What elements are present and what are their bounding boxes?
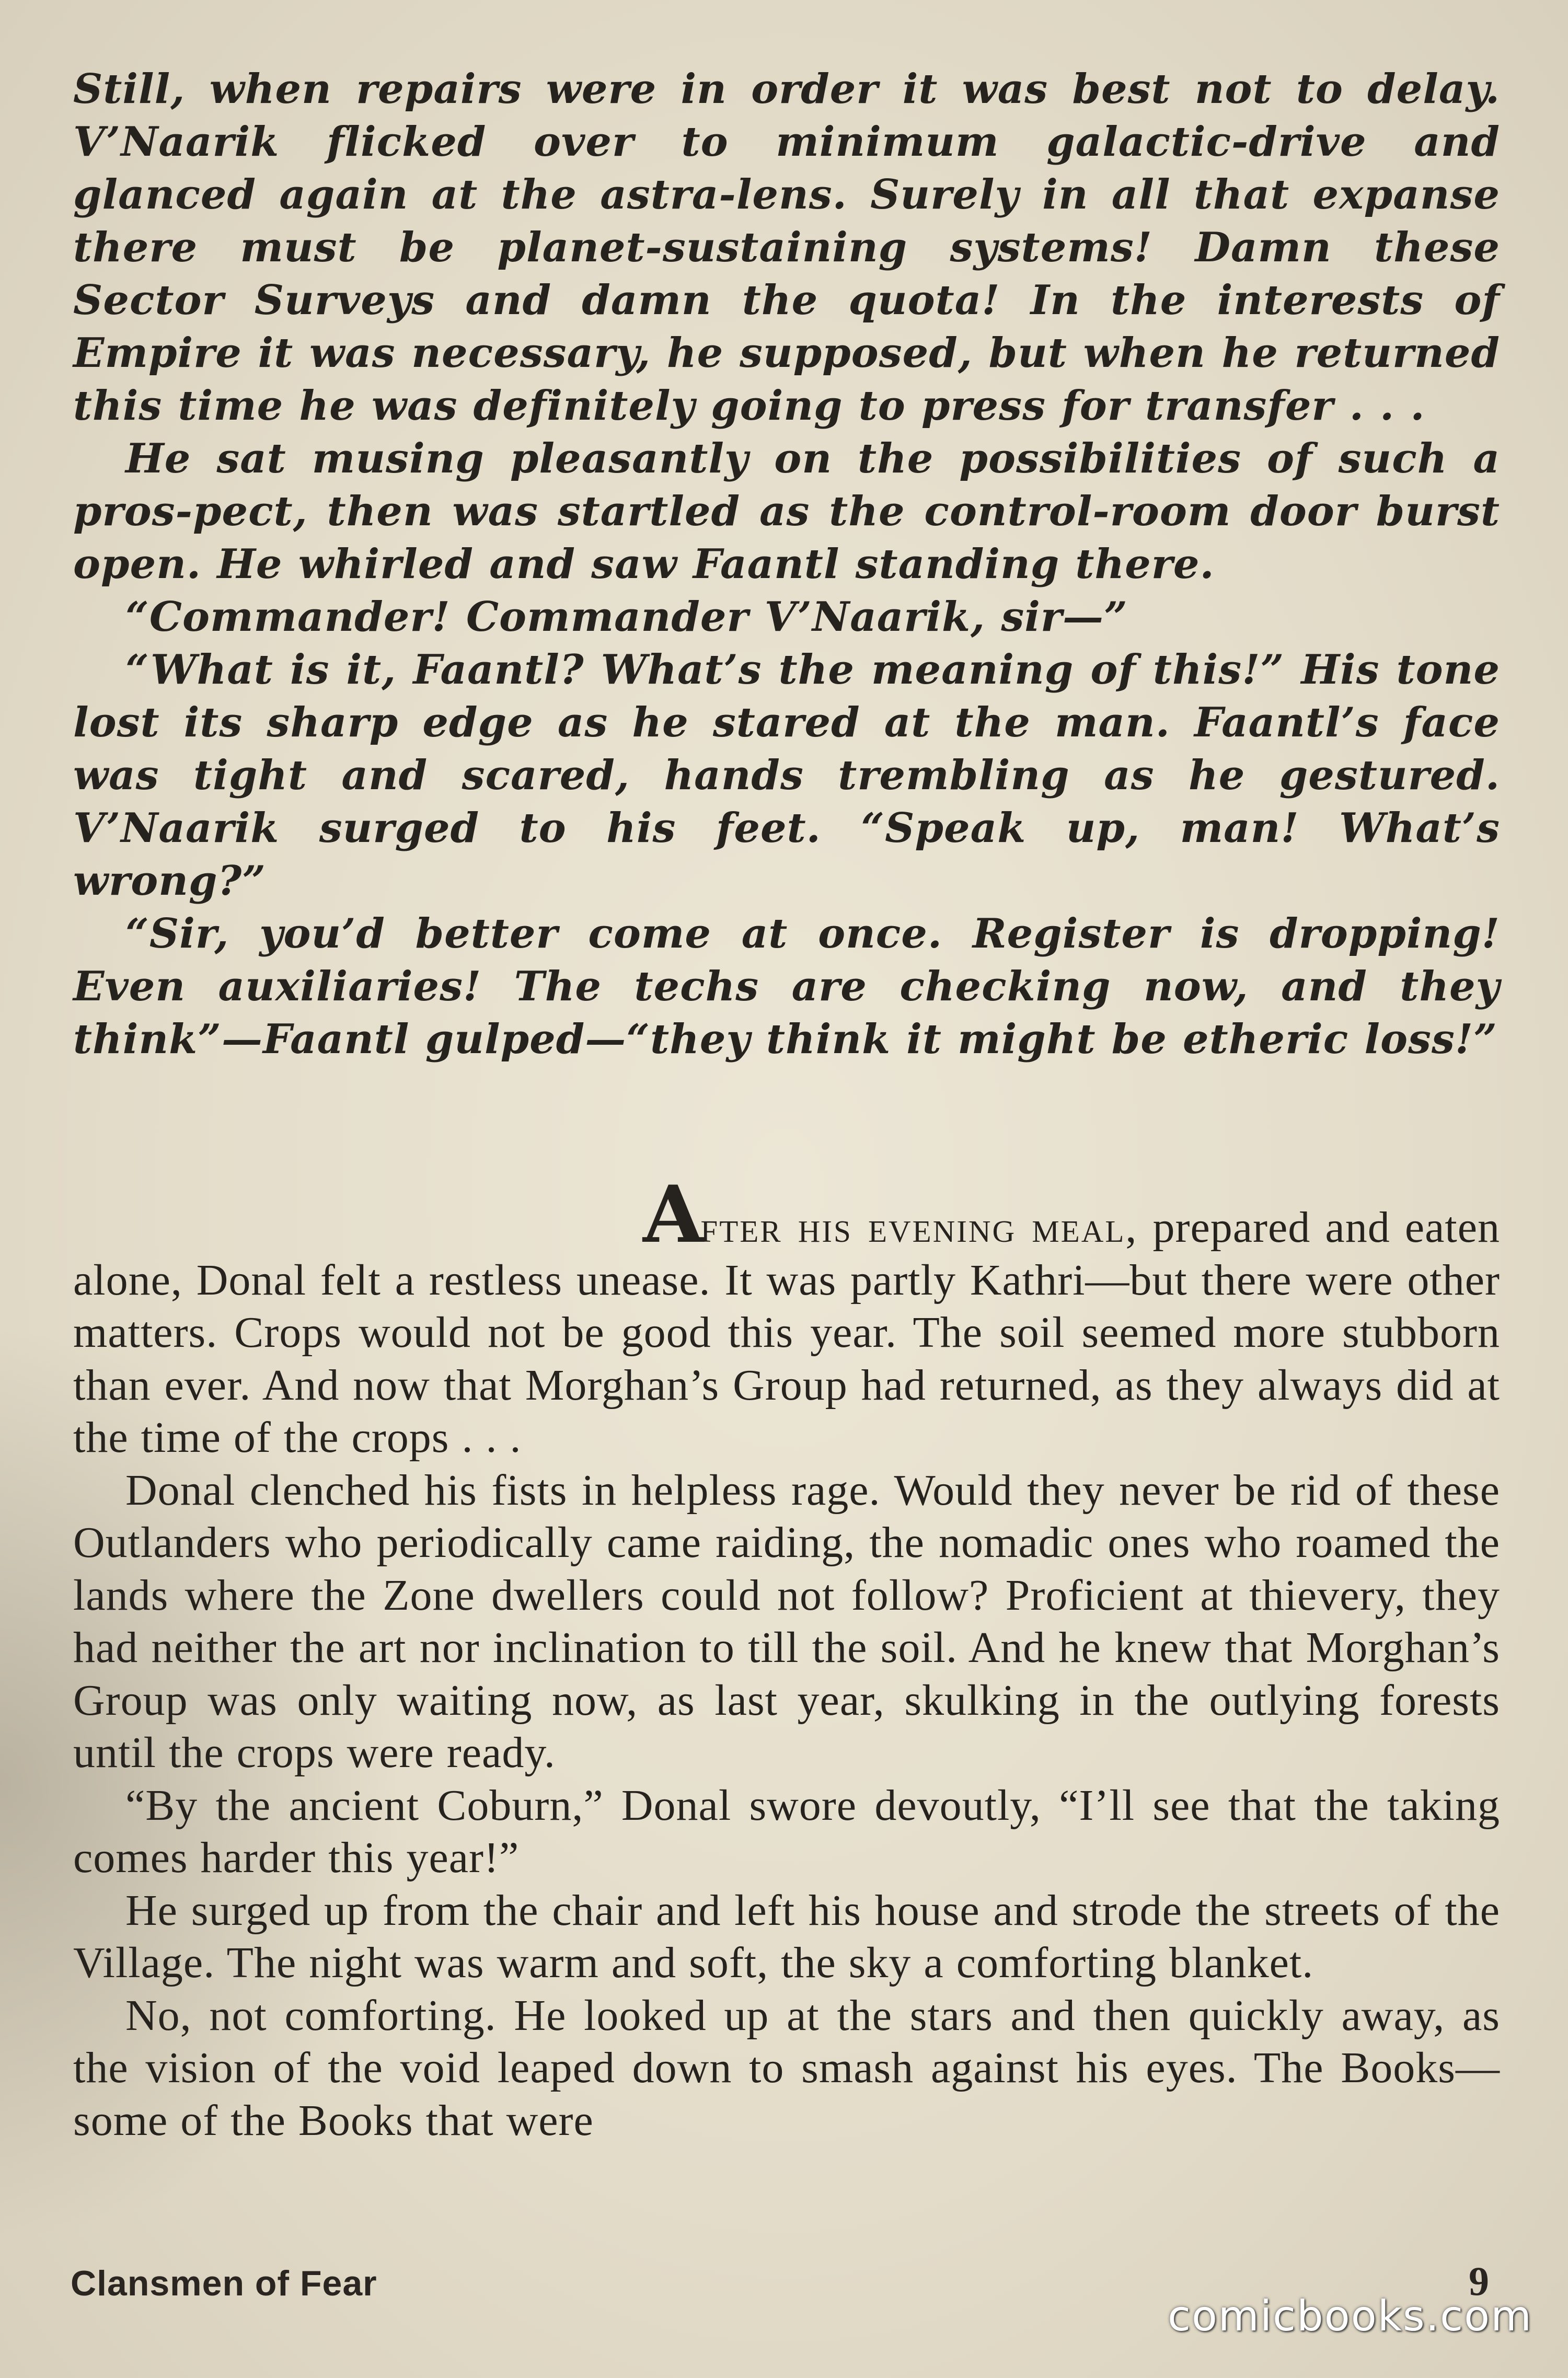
opening-paragraph (73, 1169, 1500, 1464)
drop-cap: A (643, 1169, 701, 1261)
opening-smallcaps: fter his evening meal, (700, 1203, 1138, 1252)
paragraph: Donal clenched his fists in helpless rage. Would they never be rid of these Outlanders who periodically came raiding, the nomadic ones who roamed the lands where the Zone dwellers could not follow? Proficient at thievery, they had neither the art nor inclination to till the soil. And he knew that Morghan’s Group was only waiting now, as last year, skulking in the outlying forests until the crops were ready. (73, 1465, 1500, 1777)
running-footer-title: Clansmen of Fear (71, 2264, 377, 2303)
paragraph: He sat musing pleasantly on the possibilities of such a pros-pect, then was startled as the control-room door burst open. He whirled and saw Faantl standing there. (73, 435, 1500, 588)
paragraph: “What is it, Faantl? What’s the meaning of this!” His tone lost its sharp edge as he stared at the man. Faantl’s face was tight and scared, hands trembling as he gestured. V’Naarik surged to his feet. “Speak up, man! What’s wrong?” (73, 646, 1500, 905)
watermark-text: comicbooks.com (1167, 2292, 1532, 2340)
paragraph: He surged up from the chair and left his house and strode the streets of the Village. The night was warm and soft, the sky a comforting blanket. (73, 1886, 1500, 1987)
paragraph: No, not comforting. He looked up at the stars and then quickly away, as the vision of the void leaped down to smash against his eyes. The Books—some of the Books that were (73, 1991, 1500, 2145)
paragraph: “Sir, you’d better come at once. Register is dropping! Even auxiliaries! The techs are checking now, and they think”—Faantl gulped—“they think it might be etheric loss!” (73, 910, 1500, 1063)
opening-text: prepared and eaten alone, Donal felt a restless unease. It was partly Kathri—but there were other matters. Crops would not be good this year. The soil seemed more stubborn than ever. And now that Morghan’s Group had returned, as they always did at the time of the crops . . . (73, 1203, 1500, 1462)
section-break (73, 1066, 1500, 1194)
paragraph: “By the ancient Coburn,” Donal swore devoutly, “I’ll see that the taking comes harder this year!” (73, 1781, 1500, 1882)
paragraph: Still, when repairs were in order it was best not to delay. V’Naarik flicked over to minimum galactic-drive and glanced again at the astra-lens. Surely in all that expanse there must be planet-sustaining systems! Damn these Sector Surveys and damn the quota! In the interests of Empire it was necessary, he supposed, but when he returned this time he was definitely going to press for transfer . . . (73, 65, 1500, 430)
page-number: 9 (1469, 2258, 1489, 2304)
text-column (73, 63, 1500, 2147)
paragraph: “Commander! Commander V’Naarik, sir—” (125, 593, 1128, 641)
